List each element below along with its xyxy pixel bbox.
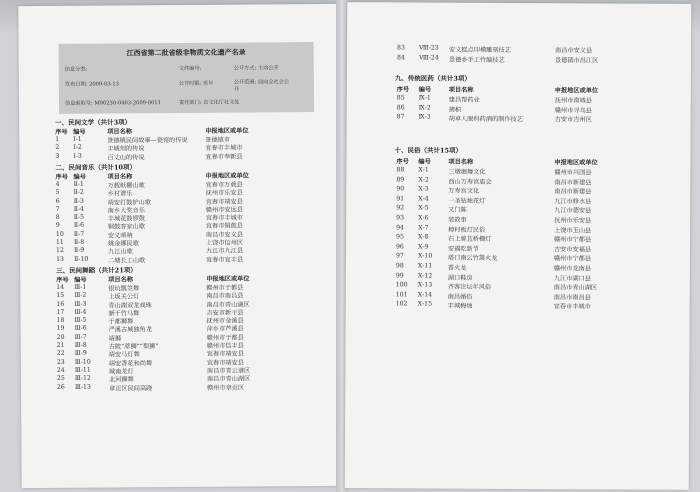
row-name: 靖安马灯舞 xyxy=(108,351,140,359)
row-code: Ⅹ-5 xyxy=(418,204,429,212)
row-region: 九江市修水县 xyxy=(554,197,592,206)
row-region: 赣州市寻乌县 xyxy=(554,106,592,115)
row-number: 19 xyxy=(56,325,65,333)
column-header-code: 编号 xyxy=(418,86,432,94)
row-name: 塔口南云竹篙火龙 xyxy=(447,255,498,263)
section-title: 九、传统医药（共计3项） xyxy=(394,74,471,83)
publish-date: 发布日期: 2009-03-13 xyxy=(64,81,119,88)
row-region: 赣州市章贡区 xyxy=(206,384,245,392)
right-page xyxy=(345,2,692,490)
row-code: Ⅰ-3 xyxy=(73,152,82,160)
publication-period: 公开时限: 常年 xyxy=(178,80,214,87)
row-name: 靖安香花和尚舞 xyxy=(108,359,153,368)
row-code: Ⅱ-10 xyxy=(74,255,89,263)
row-name: 万寿宫文化 xyxy=(448,187,480,195)
row-number: 24 xyxy=(56,366,65,374)
row-code: Ⅲ-6 xyxy=(74,325,87,333)
row-number: 16 xyxy=(56,300,65,308)
row-number: 101 xyxy=(395,291,408,299)
row-region: 赣州市于都县 xyxy=(206,284,244,292)
row-region: 吉安市安福县 xyxy=(553,245,592,254)
row-code: Ⅲ-7 xyxy=(74,333,87,341)
row-number: 10 xyxy=(55,230,64,238)
row-name: 拂积 xyxy=(448,106,462,114)
row-number: 4 xyxy=(55,180,60,188)
row-code: Ⅹ-7 xyxy=(418,224,429,232)
info-category: 信息分类: xyxy=(64,66,88,73)
row-region: 南昌市安义县 xyxy=(555,47,593,55)
row-number: 18 xyxy=(56,316,65,324)
row-number: 95 xyxy=(396,233,404,241)
row-code: Ⅹ-4 xyxy=(418,195,429,203)
row-region: 宜春市靖安县 xyxy=(206,359,244,367)
row-region: 南昌市南昌县 xyxy=(553,293,591,302)
row-name: 北河狮舞 xyxy=(108,376,134,384)
row-name: 靖狮 xyxy=(108,335,122,343)
row-number: 89 xyxy=(396,175,405,183)
row-number: 2 xyxy=(55,144,60,152)
row-number: 99 xyxy=(395,271,404,279)
row-region: 宜春市丰城市 xyxy=(205,144,243,153)
row-code: Ⅱ-7 xyxy=(73,230,85,238)
row-number: 96 xyxy=(395,243,404,251)
row-name: 丰城花鼓锣鼓 xyxy=(107,215,145,223)
row-name: 姚金娜民歌 xyxy=(107,240,139,248)
row-code: Ⅹ-15 xyxy=(417,300,433,308)
row-region: 赣州市信丰县 xyxy=(206,342,244,350)
row-region: 南昌市新建县 xyxy=(554,178,592,186)
row-number: 5 xyxy=(55,189,60,197)
document-title: 江西省第二批省级非物质文化遗产名录 xyxy=(126,47,246,58)
row-name: 齐客注坛年风俗 xyxy=(447,283,492,292)
column-header-code: 编号 xyxy=(73,173,86,181)
row-number: 21 xyxy=(56,341,65,349)
row-name: 安义糕点印模雕刻技艺 xyxy=(449,46,511,54)
row-name: 二塘长工山歌 xyxy=(108,256,146,265)
row-name: 胡卓人眼科药酒的制作技艺 xyxy=(448,116,523,124)
row-number: 25 xyxy=(56,374,65,383)
row-number: 6 xyxy=(55,197,60,205)
column-header-name: 项目名称 xyxy=(107,128,132,136)
publication-method: 公开方式: 主动公开 xyxy=(233,65,279,72)
row-region: 抚州市南城县 xyxy=(554,97,592,105)
row-name: 景德乡手工竹编技艺 xyxy=(448,56,505,64)
row-region: 九江市德安县 xyxy=(554,207,592,215)
column-header-no: 序号 xyxy=(55,173,68,181)
row-code: Ⅲ-13 xyxy=(74,383,91,391)
row-code: Ⅹ-6 xyxy=(418,214,429,222)
row-code: Ⅲ-2 xyxy=(74,291,87,299)
column-header-name: 项目名称 xyxy=(108,276,134,284)
row-code: Ⅱ-8 xyxy=(73,238,85,246)
row-code: Ⅹ-3 xyxy=(418,185,429,193)
row-number: 83 xyxy=(397,44,405,52)
row-number: 1 xyxy=(55,135,60,143)
row-code: Ⅲ-12 xyxy=(74,374,91,382)
column-header-region: 申报地区或单位 xyxy=(554,87,599,95)
column-header-region: 申报地区或单位 xyxy=(554,159,598,167)
row-number: 90 xyxy=(396,185,405,193)
row-code: Ⅲ-1 xyxy=(74,283,87,291)
row-number: 17 xyxy=(56,308,65,316)
row-name: 樟村板灯民俗 xyxy=(448,226,486,234)
column-header-region: 申报地区或单位 xyxy=(205,127,249,135)
row-code: Ⅸ-1 xyxy=(418,94,431,102)
row-region: 上饶市信州区 xyxy=(205,239,244,247)
row-region: 上饶市玉山县 xyxy=(554,226,592,234)
row-code: Ⅹ-10 xyxy=(417,252,433,260)
row-region: 九江市湖口县 xyxy=(553,274,591,282)
row-number: 8 xyxy=(55,213,60,221)
row-name: 装故事 xyxy=(448,216,467,224)
column-header-name: 项目名称 xyxy=(448,158,474,166)
row-name: 南昌婚俗 xyxy=(447,293,473,301)
responsible-department: 责任部门: 省文化厅社文处 xyxy=(178,99,240,106)
row-code: Ⅹ-2 xyxy=(418,176,429,184)
row-name: 严溪古城独角龙 xyxy=(108,326,152,334)
row-region: 赣州市于都县 xyxy=(206,334,244,342)
row-region: 宜春市铜鼓县 xyxy=(205,222,244,231)
row-name: 丰城刻的传说 xyxy=(107,145,145,153)
row-number: 92 xyxy=(396,204,405,212)
row-region: 南昌市安义县 xyxy=(205,231,244,239)
row-region: 萍乡市芦溪县 xyxy=(206,325,244,334)
row-name: 青山湖双龙戏珠 xyxy=(108,301,152,309)
column-header-code: 编号 xyxy=(74,276,87,284)
row-code: Ⅷ-23 xyxy=(419,44,439,52)
column-header-region: 申报地区或单位 xyxy=(206,275,250,283)
column-header-region: 申报地区或单位 xyxy=(205,172,249,180)
row-name: 景德镇民间故事—瓷窑的传说 xyxy=(107,136,188,145)
row-name: 上坂关公灯 xyxy=(108,293,140,301)
row-code: Ⅰ-2 xyxy=(73,143,82,152)
row-code: Ⅱ-6 xyxy=(73,222,85,230)
row-name: 铜鼓客家山歌 xyxy=(107,223,146,231)
row-number: 87 xyxy=(396,113,405,121)
row-name: 万载纸棚山歌 xyxy=(107,182,145,190)
section-title: 十、民俗（共计15项） xyxy=(394,146,463,155)
document-info-header xyxy=(59,42,314,114)
row-number: 15 xyxy=(56,291,65,300)
row-name: 章贡区民间高跷 xyxy=(108,384,153,392)
row-number: 9 xyxy=(55,222,60,230)
row-name: 石上曾苴桥栅灯 xyxy=(448,235,492,244)
row-code: Ⅹ-1 xyxy=(418,166,429,174)
row-region: 吉安市新干县 xyxy=(206,309,244,317)
row-code: Ⅲ-8 xyxy=(74,341,87,349)
left-page xyxy=(18,4,339,488)
row-name: 九江山歌 xyxy=(108,248,133,256)
row-code: Ⅲ-11 xyxy=(74,366,91,374)
row-code: Ⅹ-8 xyxy=(418,233,429,241)
row-number: 85 xyxy=(396,94,405,102)
row-number: 23 xyxy=(56,358,65,366)
row-region: 赣州市宁都县 xyxy=(553,255,592,263)
row-number: 20 xyxy=(56,333,65,341)
row-code: Ⅱ-1 xyxy=(73,180,84,188)
row-code: Ⅹ-9 xyxy=(417,243,429,251)
column-header-no: 序号 xyxy=(396,158,409,166)
row-code: Ⅹ-13 xyxy=(417,281,433,289)
row-region: 南昌市青山湖区 xyxy=(206,301,250,309)
row-name: 又门陈 xyxy=(448,207,467,215)
row-code: Ⅹ-11 xyxy=(417,262,433,270)
row-name: 丰城梅烛 xyxy=(447,303,473,311)
row-name: 一圣钻烛花灯 xyxy=(448,197,486,205)
row-code: Ⅷ-24 xyxy=(418,54,439,62)
row-number: 91 xyxy=(396,195,405,203)
publication-scope: 公开范围: 面向全社会公开 xyxy=(233,79,290,93)
row-region: 宜春市丰城市 xyxy=(205,214,243,222)
row-number: 97 xyxy=(395,252,404,260)
row-region: 南昌市新建县 xyxy=(554,188,592,196)
column-header-code: 编号 xyxy=(418,158,431,166)
column-header-no: 序号 xyxy=(55,128,68,136)
row-region: 抚州市乐安县 xyxy=(554,217,592,225)
row-code: Ⅲ-9 xyxy=(74,349,87,358)
row-region: 赣州市安远县 xyxy=(205,206,243,214)
row-number: 93 xyxy=(396,214,405,222)
row-name: 银坑瓢笠舞 xyxy=(108,285,140,293)
row-code: Ⅲ-4 xyxy=(74,308,87,316)
row-region: 南昌市青山湖区 xyxy=(553,284,598,292)
column-header-code: 编号 xyxy=(73,128,86,136)
row-code: Ⅱ-4 xyxy=(73,205,84,213)
row-number: 84 xyxy=(396,53,405,61)
row-region: 宜春市万载县 xyxy=(205,181,243,189)
row-number: 102 xyxy=(395,300,408,308)
row-region: 南昌市南昌县 xyxy=(206,292,244,300)
row-code: Ⅹ-14 xyxy=(417,291,433,299)
retrieval-number: 信息索取号: M00230-0403-2009-0011 xyxy=(64,100,162,107)
row-region: 赣州市龙南县 xyxy=(553,265,592,273)
row-number: 94 xyxy=(396,223,404,231)
row-number: 26 xyxy=(56,383,65,391)
row-name: 建昌帮药业 xyxy=(448,96,480,104)
row-name: 香火龙 xyxy=(447,264,467,272)
row-name: 三墩堀舞文化 xyxy=(448,168,486,176)
row-name: 于都狮舞 xyxy=(108,318,134,326)
row-region: 吉安市吉州区 xyxy=(554,116,592,124)
row-region: 景德镇市昌江区 xyxy=(554,56,599,65)
row-name: 靖安打鼓铲山歌 xyxy=(107,198,152,206)
row-name: 西山万寿宫庙会 xyxy=(448,178,492,186)
row-code: Ⅱ-2 xyxy=(73,188,84,196)
row-name: 安义唢呐 xyxy=(107,232,133,240)
row-region: 宜春市靖安县 xyxy=(206,350,244,359)
row-name: 百丈山的传说 xyxy=(107,153,145,162)
row-region: 九江市九江县 xyxy=(206,247,244,256)
row-region: 宜春市丰城市 xyxy=(553,303,591,311)
row-number: 98 xyxy=(395,262,404,270)
column-header-no: 序号 xyxy=(396,86,410,94)
row-code: Ⅸ-3 xyxy=(418,113,431,121)
row-name: 乡村谱乐 xyxy=(107,190,133,198)
row-name: 南乡大奖音乐 xyxy=(107,207,145,215)
row-number: 22 xyxy=(56,350,65,358)
row-region: 宜春市宜丰县 xyxy=(206,256,244,264)
row-code: Ⅱ-5 xyxy=(73,213,85,221)
column-header-name: 项目名称 xyxy=(448,86,474,94)
section-title: 二、民间音乐（共计10项） xyxy=(55,163,137,172)
row-code: Ⅲ-10 xyxy=(74,358,91,366)
row-name: 湖口鞋房 xyxy=(447,274,473,282)
row-number: 12 xyxy=(56,247,64,255)
column-header-no: 序号 xyxy=(56,276,69,284)
row-code: Ⅸ-2 xyxy=(418,104,431,112)
section-title: 三、民间舞蹈（共计21项） xyxy=(56,266,137,275)
row-code: Ⅲ-5 xyxy=(74,316,87,324)
row-region: 宜春市靖安县 xyxy=(205,198,243,206)
row-code: Ⅰ-1 xyxy=(73,135,82,143)
row-number: 86 xyxy=(396,104,405,112)
row-region: 宜春市奉新县 xyxy=(205,153,243,161)
row-number: 13 xyxy=(56,255,64,263)
row-region: 景德镇市 xyxy=(205,136,231,144)
row-number: 11 xyxy=(55,238,64,246)
row-code: Ⅱ-3 xyxy=(73,197,84,205)
file-number: 文件编号: xyxy=(178,65,202,72)
row-number: 88 xyxy=(396,166,405,174)
row-name: 城南龙灯 xyxy=(108,368,134,376)
row-region: 赣州市宁都县 xyxy=(554,236,592,244)
row-region: 抚州市金溪县 xyxy=(206,317,244,325)
row-name: 安福吃新节 xyxy=(447,245,479,253)
row-number: 100 xyxy=(395,281,408,289)
row-region: 抚州市乐安县 xyxy=(205,189,243,198)
column-header-name: 项目名称 xyxy=(107,173,133,181)
row-region: 南昌市青山湖区 xyxy=(206,375,251,383)
row-code: Ⅱ-9 xyxy=(74,246,85,255)
row-code: Ⅲ-3 xyxy=(74,300,87,308)
row-name: 新干竹马舞 xyxy=(108,310,140,318)
row-region: 赣州市兴国县 xyxy=(554,169,592,177)
row-number: 3 xyxy=(55,152,60,160)
row-name: 古陂“蓆狮”“梨狮” xyxy=(108,343,159,351)
row-code: Ⅹ-12 xyxy=(417,272,433,280)
section-title: 一、民间文学（共计3项） xyxy=(55,118,132,127)
row-number: 14 xyxy=(56,283,65,291)
row-region: 南昌市青云谱区 xyxy=(206,367,251,375)
row-number: 7 xyxy=(55,205,60,213)
